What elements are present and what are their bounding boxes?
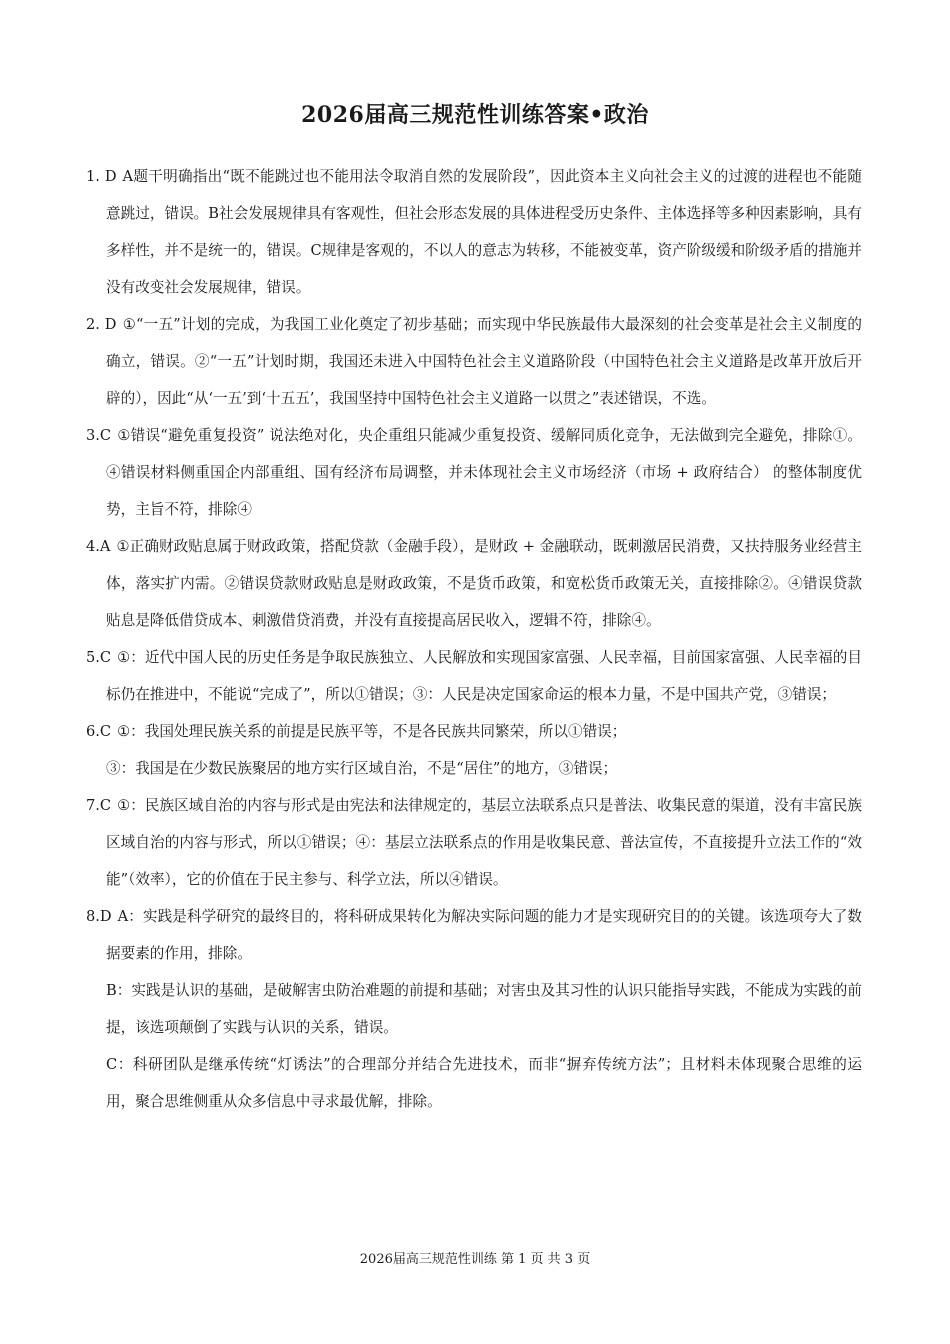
answer-number: 2. D (86, 316, 117, 333)
answer-item-5 (86, 639, 862, 713)
answer-text: ①“一五”计划的完成，为我国工业化奠定了初步基础；而实现中华民族最伟大最深刻的社会变革是社会主义制度的确立，错误。②“一五”计划时期，我国还未进入中国特色社会主义道路阶段（中国特色社会主义道路是改革开放后开辟的），因此“从‘一五’到‘十五五’，我国坚持中国特色社会主义道路一以贯之”表述错误，不选。 (106, 316, 862, 407)
answer-item-8 (86, 898, 862, 972)
answer-number: 8.D (86, 908, 112, 925)
answer-item-8-option-b (86, 972, 862, 1046)
answer-text: A：实践是科学研究的最终目的，将科研成果转化为解决实际问题的能力才是实现研究目的的关键。该选项夸大了数据要素的作用，排除。 (106, 908, 862, 962)
answer-item-6 (86, 713, 862, 750)
answer-number: 3.C (86, 427, 112, 444)
answer-text: ①：我国处理民族关系的前提是民族平等，不是各民族共同繁荣，所以①错误； (117, 723, 627, 740)
answer-item-4 (86, 528, 862, 639)
answer-item-8-option-c (86, 1046, 862, 1120)
answer-text: ①：近代中国人民的历史任务是争取民族独立、人民解放和实现国家富强、人民幸福，目前国家富强、人民幸福的目标仍在推进中，不能说“完成了”，所以①错误；③：人民是决定国家命运的根本力量，不是中国共产党，③错误； (106, 649, 862, 703)
answer-number: 4.A (86, 538, 111, 555)
answer-text: A题干明确指出“既不能跳过也不能用法令取消自然的发展阶段”，因此资本主义向社会主义的过渡的进程也不能随意跳过，错误。B社会发展规律具有客观性，但社会形态发展的具体进程受历史条件、主体选择等多种因素影响，具有多样性，并不是统一的，错误。C规律是客观的，不以人的意志为转移，不能被变革，资产阶级缓和阶级矛盾的措施并没有改变社会发展规律，错误。 (106, 168, 863, 296)
page-title: 2026届高三规范性训练答案•政治 (301, 102, 649, 128)
answer-text: ①错误“避免重复投资” 说法绝对化，央企重组只能减少重复投资、缓解同质化竞争，无法做到完全避免，排除①。 ④错误材料侧重国企内部重组、国有经济布局调整，并未体现社会主义市场经济（市场 + 政府结合） 的整体制度优势，主旨不符，排除④ (106, 427, 862, 518)
answer-item-3 (86, 417, 862, 528)
answer-text: ①正确财政贴息属于财政政策，搭配贷款（金融手段），是财政 + 金融联动，既刺激居民消费，又扶持服务业经营主体，落实扩内需。②错误贷款财政贴息是财政政策，不是货币政策，和宽松货币政策无关，直接排除②。④错误贷款贴息是降低借贷成本、刺激借贷消费，并没有直接提高居民收入，逻辑不符，排除④。 (106, 538, 862, 629)
answer-item-1 (86, 158, 862, 306)
answer-text: ①：民族区域自治的内容与形式是由宪法和法律规定的，基层立法联系点只是普法、收集民意的渠道，没有丰富民族区域自治的内容与形式，所以①错误；④：基层立法联系点的作用是收集民意、普法宣传，不直接提升立法工作的“效能”（效率），它的价值在于民主参与、科学立法，所以④错误。 (106, 797, 862, 888)
answer-item-6-continued (86, 750, 862, 787)
answer-number: 7.C (86, 797, 112, 814)
answer-number: 5.C (86, 649, 112, 666)
answer-number: 1. D (86, 168, 117, 185)
answer-list (86, 158, 862, 1120)
answer-text: ③：我国是在少数民族聚居的地方实行区域自治，不是“居住”的地方，③错误； (106, 760, 618, 777)
answer-item-2 (86, 306, 862, 417)
page-footer: 2026届高三规范性训练 第 1 页 共 3 页 (359, 1252, 591, 1267)
answer-number: 6.C (86, 723, 112, 740)
answer-text: B：实践是认识的基础，是破解害虫防治难题的前提和基础；对害虫及其习性的认识只能指导实践，不能成为实践的前提，该选项颠倒了实践与认识的关系，错误。 (106, 982, 862, 1036)
answer-text: C：科研团队是继承传统“灯诱法”的合理部分并结合先进技术，而非“摒弃传统方法”；且材料未体现聚合思维的运用，聚合思维侧重从众多信息中寻求最优解，排除。 (106, 1056, 862, 1110)
answer-item-7 (86, 787, 862, 898)
